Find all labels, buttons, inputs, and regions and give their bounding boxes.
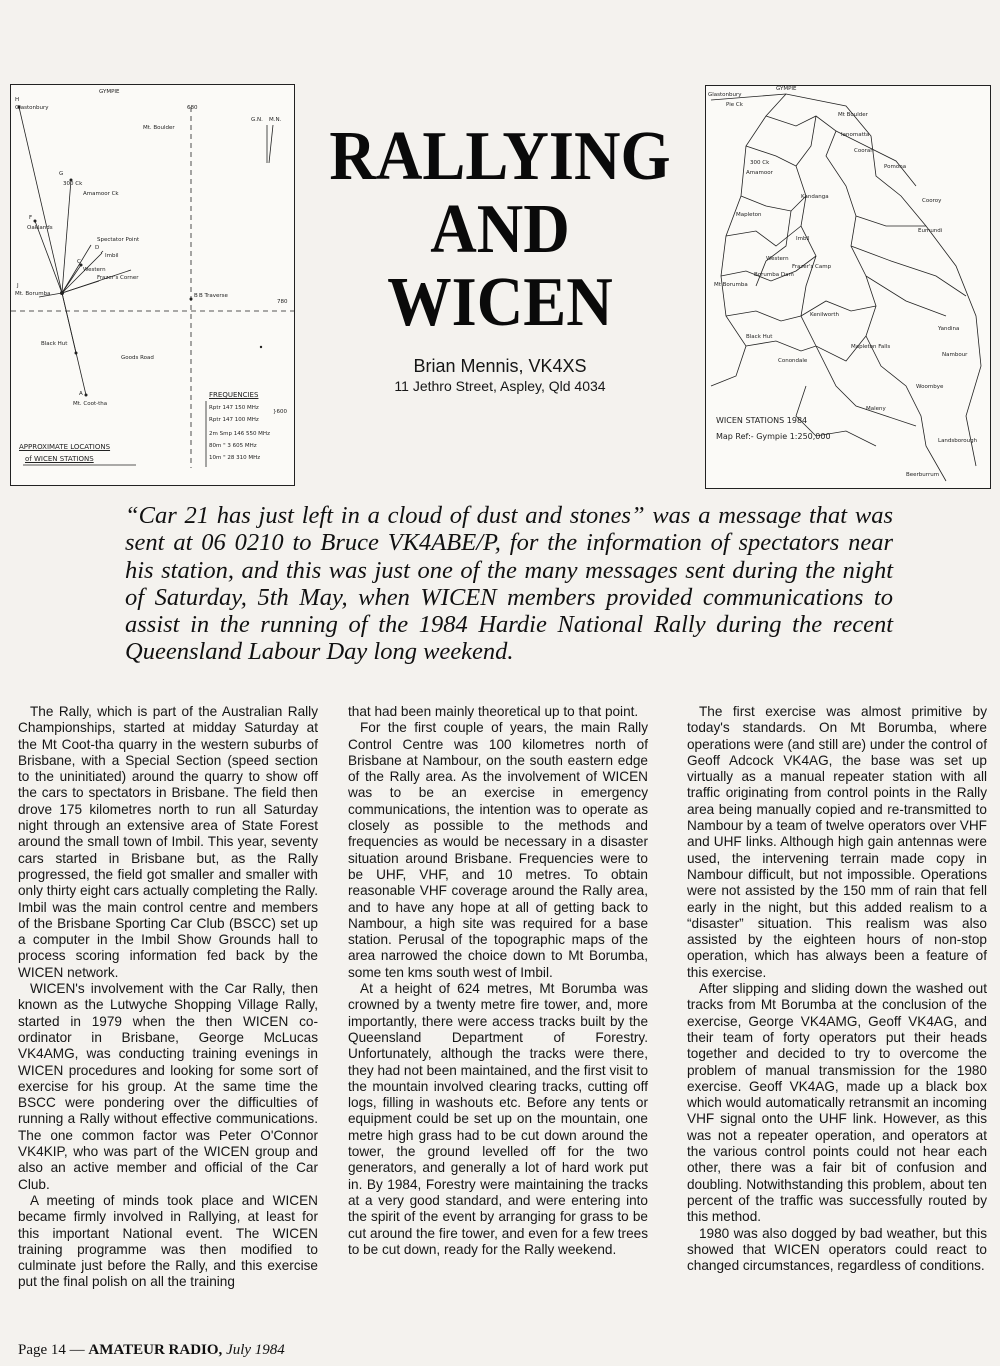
right-map-drawing [706, 86, 990, 488]
rmap-label: GYMPIE [776, 86, 797, 92]
rmap-label: Western [766, 256, 789, 262]
freq-line: 2m Smp 146 550 MHz [209, 431, 270, 437]
freq-line: Rptr 147 150 MHz [209, 405, 259, 411]
lead-paragraph: “Car 21 has just left in a cloud of dust and stones” was a message that was sent at 06 0210 to Bruce VK4ABE/P, for the information of spectators near his station, and this was just one of the many messages sent during the night of Saturday, 5th May, when WICEN members provided communications to assist in the running of the 1984 Hardie National Rally during the recent Queensland Labour Day long weekend. [125, 502, 893, 666]
left-map-drawing [11, 85, 294, 485]
left-map [10, 84, 295, 486]
article-title-line-1: RALLYING [329, 118, 671, 195]
map-letter: A [79, 391, 83, 397]
map-label-goods-road: Goods Road [121, 355, 154, 361]
page-footer [18, 1342, 285, 1359]
rmap-label: 300 Ck [750, 160, 770, 166]
north-label: G.N. [251, 117, 263, 123]
freq-line: 80m " 3 605 MHz [209, 443, 257, 449]
map-letter: B [194, 293, 198, 299]
footer-page: Page 14 — [18, 1342, 85, 1358]
body-paragraph: A meeting of minds took place and WICEN became firmly involved in Rallying, at least for this important National event. The WICEN training programme was then modified to culminate just before the Rally, and this exercise put the final polish on all the training [18, 1192, 318, 1290]
rmap-label: Yandina [938, 326, 960, 332]
map-label-western: Western [83, 267, 106, 273]
body-paragraph: The first exercise was almost primitive by today's standards. On Mt Borumba, where operations were (and still are) under the control of Geoff Adcock VK4AG, the base was set up virtually as a manual repeater station with all traffic originating from control points in the Rally area being manually copied and re-transmitted to Nambour by a team of twelve operators over VHF and UHF links. Although high gain antennas were used, the intervening terrain made copy in Nambour difficult, but not impossible. Operations were not assisted by the 150 mm of rain that fell early in the night, but this added realism to a “disaster” situation. This realism was also assisted by the eighteen hours of non-stop operation, which has always been a feature of this exercise. [687, 704, 987, 980]
article-title-line-3: WICEN [387, 264, 613, 341]
map-label-amamoor: Amamoor Ck [83, 191, 119, 197]
legend-subtitle: of WICEN STATIONS [25, 455, 94, 463]
frequencies-title: FREQUENCIES [209, 391, 259, 399]
map-grid-780: 780 [277, 299, 288, 305]
map-label-oaklands: Oaklands [27, 225, 53, 231]
rmap-label: Kenilworth [810, 312, 840, 318]
footer-date: July 1984 [226, 1342, 285, 1358]
body-column-2 [348, 704, 648, 1258]
rmap-label: Conondale [778, 358, 808, 364]
rmap-label: Maleny [866, 406, 886, 412]
rmap-label: Black Hut [746, 334, 773, 340]
body-paragraph: 1980 was also dogged by bad weather, but this showed that WICEN operators could react to changed circumstances, regardless of conditions. [687, 1225, 987, 1274]
rmap-label: Pomona [884, 164, 907, 170]
author-address: 11 Jethro Street, Aspley, Qld 4034 [394, 378, 606, 394]
article-title-line-2: AND [430, 191, 570, 268]
rmap-label: Mapleton [736, 212, 762, 218]
map-label-spectator-point: Spectator Point [97, 237, 140, 243]
rmap-label: Mapleton Falls [851, 344, 891, 350]
map-letter: H [15, 97, 20, 103]
map-label-traverse: B Traverse [199, 293, 228, 299]
body-paragraph: After slipping and sliding down the washed out tracks from Mt Borumba at the conclusion of the exercise, George VK4AMG, Geoff VK4AG, and their team of forty operators put their heads together and decided to try to overcome the problem of manual transmission for the 1980 exercise. Geoff VK4AG, made up a black box which would automatically retransmit an incoming VHF signal onto the UHF link. However, as this was not a repeater operation, and operators at the various control points could not hear each other, there was a fair bit of confusion and doubling. Notwithstanding this problem, about ten percent of the traffic was successfully routed by this method. [687, 981, 987, 1225]
rmap-label: Kandanga [801, 194, 829, 200]
body-paragraph: WICEN's involvement with the Car Rally, then known as the Lutwyche Shopping Village Rally, started in 1979 when the then WICEN co-ordinator in Brisbane, George McLucas VK4AMG, was conducting training evenings in WICEN procedures and looking for some sort of exercise for his group. At the same time the BSCC were pondering over the difficulties of running a Rally without effective communications. The one common factor was Peter O'Connor VK4KIP, who was part of the WICEN group and also an active member and official of the Car Club. [18, 981, 318, 1192]
map-label-glastonbury: Glastonbury [15, 105, 49, 111]
rmap-label: Ianomatta [841, 132, 870, 138]
map-letter: G [59, 171, 64, 177]
map-grid-680: 680 [187, 105, 198, 111]
rmap-label: Cooroy [922, 198, 942, 204]
map-label-imbil: Imbil [105, 253, 119, 259]
rmap-label: Eumundi [918, 228, 943, 234]
rmap-caption-1: WICEN STATIONS 1984 [716, 416, 808, 425]
footer-magazine: AMATEUR RADIO, [88, 1342, 223, 1358]
freq-line: 10m " 28 310 MHz [209, 455, 261, 461]
map-letter: J [17, 283, 19, 289]
rmap-label: Landsborough [938, 438, 978, 444]
body-column-1 [18, 704, 318, 1291]
map-letter: F [29, 215, 33, 221]
rmap-label: Nambour [942, 352, 968, 358]
rmap-label: Glastonbury [708, 92, 742, 98]
right-map [705, 85, 991, 489]
rmap-label: Cooran [854, 148, 874, 154]
freq-line: Rptr 147 100 MHz [209, 417, 259, 423]
rmap-label: Mt Borumba [714, 282, 748, 288]
map-label-mt-borumba: Mt. Borumba [15, 291, 51, 297]
map-label-frazers-corner: Frazer's Corner [97, 275, 139, 281]
body-paragraph: that had been mainly theoretical up to that point. [348, 704, 639, 719]
map-label-mt-coot-tha: Mt. Coot-tha [73, 401, 108, 407]
body-column-3 [687, 704, 987, 1274]
rmap-label: Woombye [916, 384, 944, 390]
rmap-caption-2: Map Ref:- Gympie 1:250,000 [716, 432, 831, 441]
rmap-label: Mt Boulder [838, 112, 868, 118]
map-label-black-hut: Black Hut [41, 341, 68, 347]
map-letter: C [77, 259, 81, 265]
map-label-300ck: 300 Ck [63, 181, 83, 187]
rmap-label: Imbil [796, 236, 810, 242]
freq-suffix: }600 [273, 409, 287, 415]
map-letter: D [95, 245, 100, 251]
legend-title: APPROXIMATE LOCATIONS [19, 443, 111, 451]
magnetic-north-label: M.N. [269, 117, 282, 123]
rmap-label: Frazer's Camp [792, 264, 832, 270]
body-paragraph: For the first couple of years, the main Rally Control Centre was 100 kilometres north of Brisbane at Nambour, on the south eastern edge of the Rally area. As the involvement of WICEN was to be an exercise in emergency communications, the intention was to operate as closely as possible to the methods and frequencies as would be necessary in a disaster situation around Brisbane. Frequencies were to be UHF, VHF, and 10 metres. To obtain reasonable VHF coverage around the Rally area, and to have any hope at all of getting back to Nambour, a high site was required for a base station. Perusal of the topographic maps of the area narrowed the choice down to Mt Borumba, some ten kms south west of Imbil. [348, 720, 648, 980]
body-paragraph: At a height of 624 metres, Mt Borumba was crowned by a twenty metre fire tower, and, more importantly, there were access tracks built by the Queensland Department of Forestry. Unfortunately, although the tracks were there, they had not been maintained, and the first visit to the mountain involved clearing tracks, cutting off logs, filling in washouts etc. Before any tents or equipment could be set up on the mountain, one metre high grass had to be cut down around the tower, the ground levelled off for the two generators, and generally a lot of hard work put in. By 1984, Forestry were maintaining the tracks at a very good standard, and were entering into the spirit of the event by arranging for grass to be cut around the fire tower, and even for a few trees to be cut down, ready for the Rally weekend. [348, 981, 649, 1257]
body-paragraph: The Rally, which is part of the Australian Rally Championships, started at midday Saturday at the Mt Coot-tha quarry in the western suburbs of Brisbane, with a Special Section (speed section to the uninitiated) around the quarry to show off the cars to spectators in Brisbane. The field then drove 175 kilometres north to run all Saturday night through an extensive area of State Forest around the small town of Imbil. This year, seventy cars started in Brisbane but, as the Rally progressed, the field got smaller and smaller with only thirty eight cars actually completing the Rally. Imbil was the main control centre and members of the Brisbane Sporting Car Club (BSCC) set up a computer in the Imbil Show Grounds hall to process scoring information fed back by the WICEN network. [18, 704, 318, 980]
rmap-label: Pie Ck [726, 102, 743, 108]
author-byline: Brian Mennis, VK4XS [413, 356, 587, 376]
rmap-label: Amamoor [746, 170, 773, 176]
rmap-label: Beerburrum [906, 472, 940, 478]
rmap-label: Borumba Dam [754, 272, 794, 278]
map-label-gympie: GYMPIE [99, 89, 120, 95]
map-label-mt-boulder: Mt. Boulder [143, 125, 175, 131]
